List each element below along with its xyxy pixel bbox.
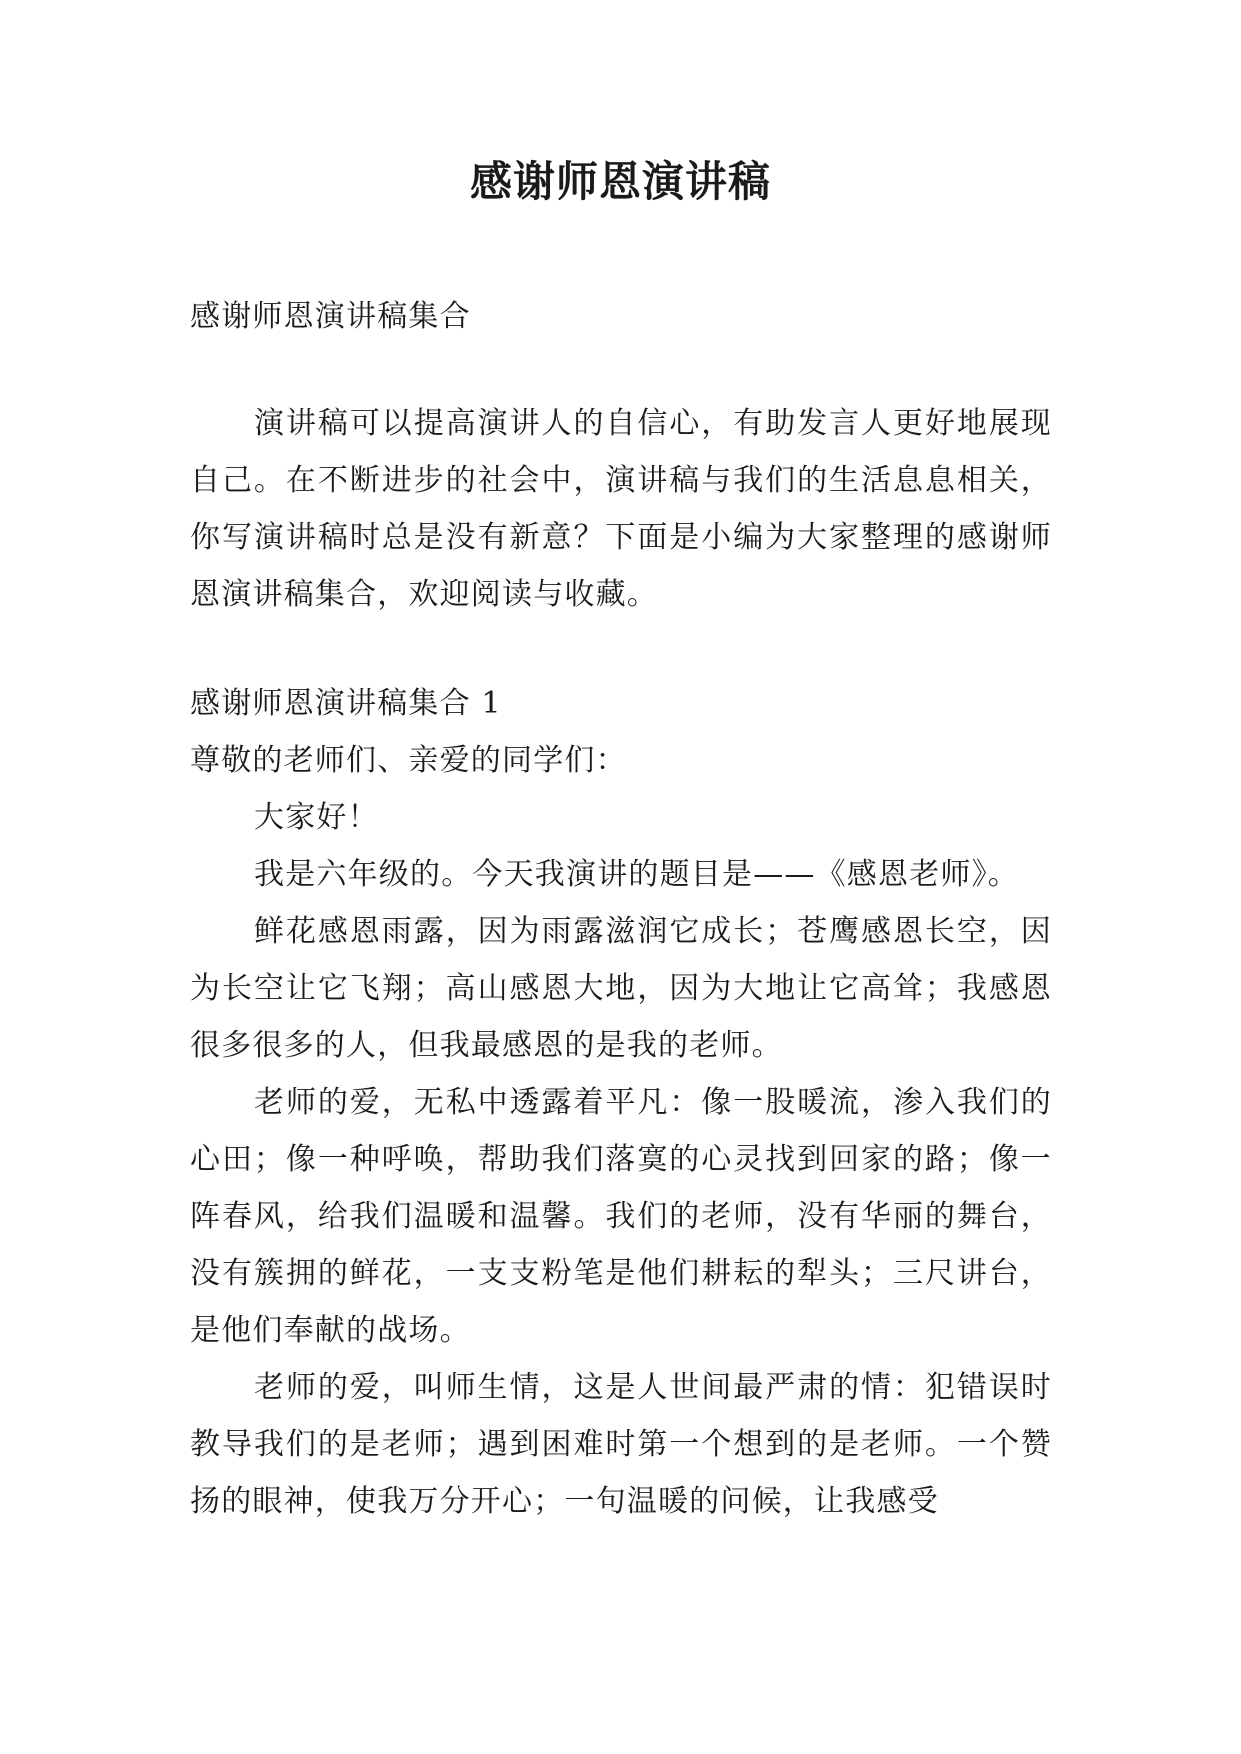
body-paragraph: 老师的爱，叫师生情，这是人世间最严肃的情：犯错误时教导我们的是老师；遇到困难时第一个想到的是老师。一个赞扬的眼神，使我万分开心；一句温暖的问候，让我感受 xyxy=(190,1370,1052,1519)
body-paragraph: 老师的爱，无私中透露着平凡：像一股暖流，渗入我们的心田；像一种呼唤，帮助我们落寞的心灵找到回家的路；像一阵春风，给我们温暖和温馨。我们的老师，没有华丽的舞台，没有簇拥的鲜花，一支支粉笔是他们耕耘的犁头；三尺讲台，是他们奉献的战场。 xyxy=(190,1085,1052,1348)
salutation: 尊敬的老师们、亲爱的同学们： xyxy=(190,743,627,778)
body-paragraph: 鲜花感恩雨露，因为雨露滋润它成长；苍鹰感恩长空，因为长空让它飞翔；高山感恩大地，因为大地让它高耸；我感恩很多很多的人，但我最感恩的是我的老师。 xyxy=(190,914,1052,1063)
document-subtitle: 感谢师恩演讲稿集合 xyxy=(190,299,471,334)
greeting: 大家好！ xyxy=(254,800,379,835)
section-heading: 感谢师恩演讲稿集合 1 xyxy=(190,686,502,721)
intro-paragraph: 演讲稿可以提高演讲人的自信心，有助发言人更好地展现自己。在不断进步的社会中，演讲稿与我们的生活息息相关，你写演讲稿时总是没有新意？下面是小编为大家整理的感谢师恩演讲稿集合，欢迎阅读与收藏。 xyxy=(190,406,1052,612)
document-body xyxy=(190,288,1052,1530)
document-title: 感谢师恩演讲稿 xyxy=(469,157,771,206)
body-paragraph: 我是六年级的。今天我演讲的题目是——《感恩老师》。 xyxy=(254,857,1019,892)
